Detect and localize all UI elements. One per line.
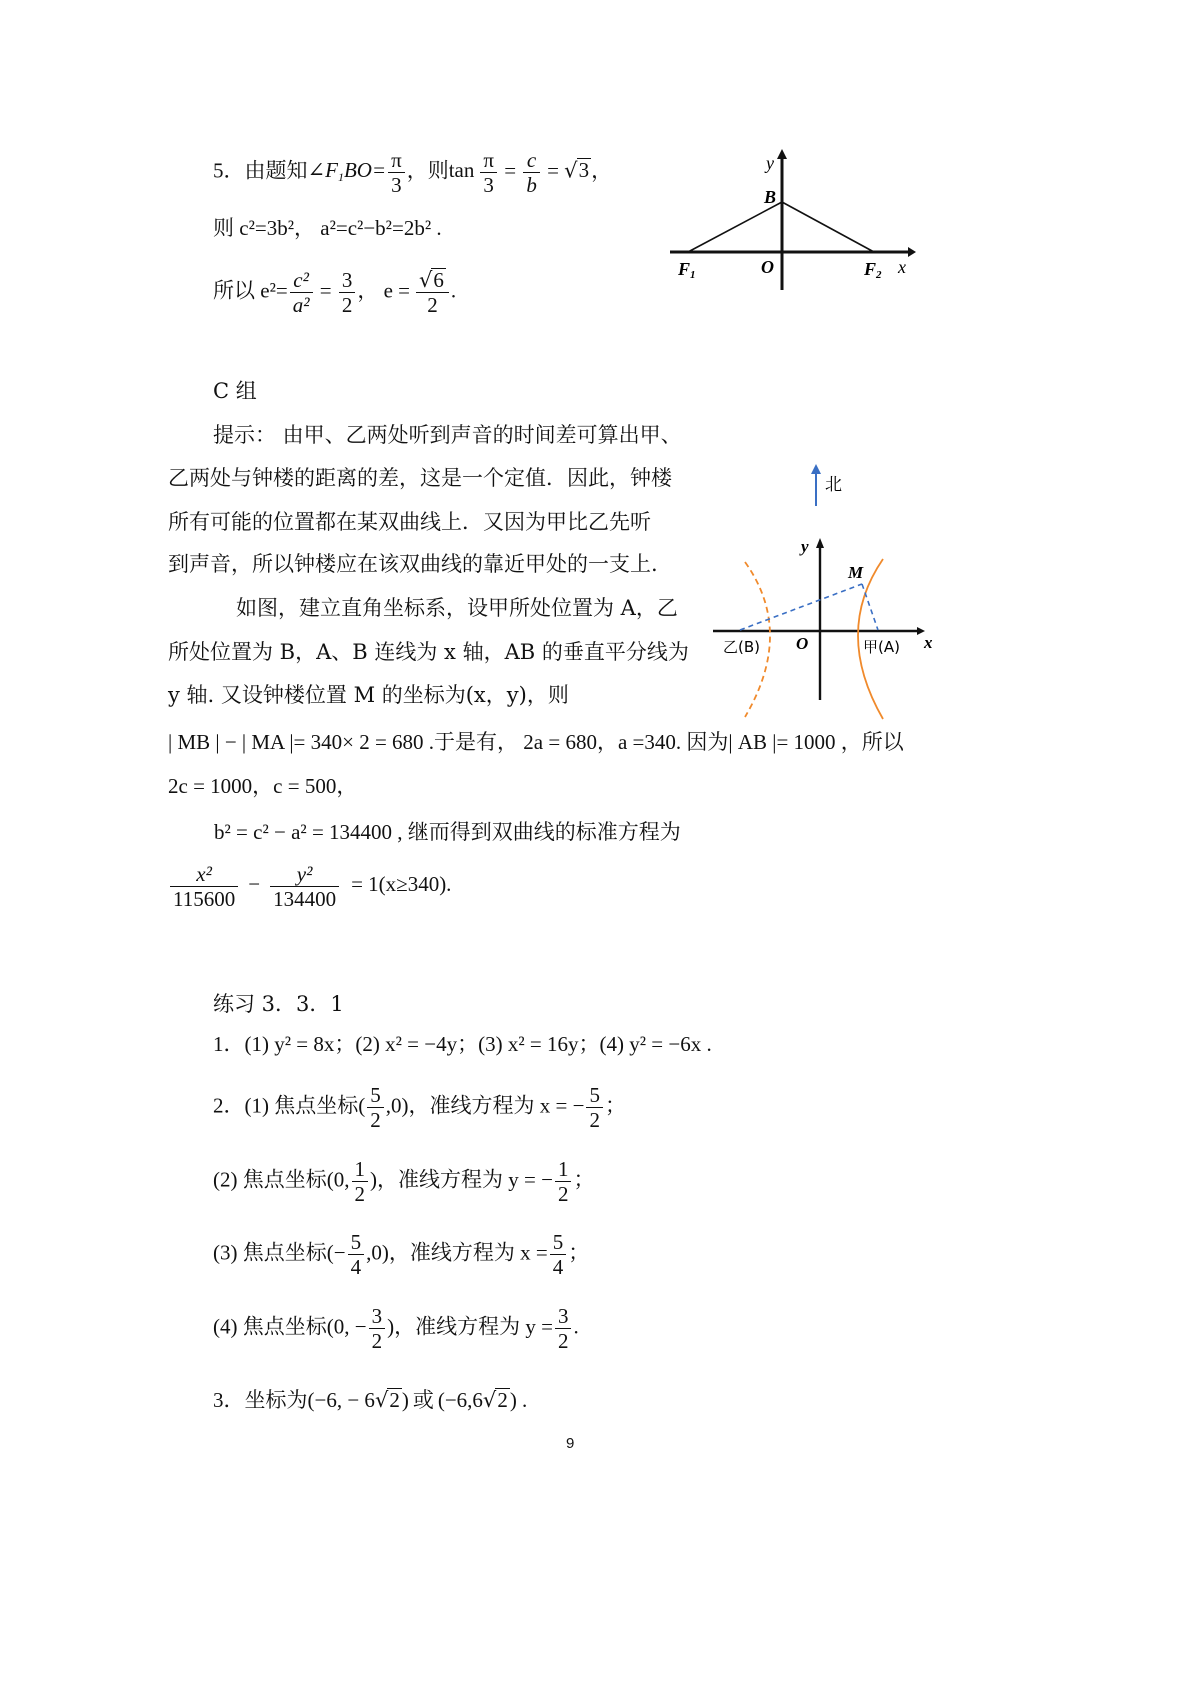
section5-line2: 则 c²=3b²， a²=c²−b²=2b² . bbox=[213, 216, 442, 240]
groupC-para2-line2: 所处位置为 B，A、B 连线为 x 轴，AB 的垂直平分线为 bbox=[168, 640, 689, 664]
label-B: B bbox=[764, 187, 777, 207]
label-x: x bbox=[898, 257, 906, 277]
label-y: y bbox=[801, 537, 809, 556]
figure-hyperbola bbox=[705, 462, 945, 724]
segment-B-M bbox=[740, 584, 862, 630]
label-x: x bbox=[924, 633, 933, 652]
section5-line1: 5．由题知$\angle F_1BO=$ $\frac{\pi}{3}$ ，则tan $\frac{\pi}{3}$ = $\frac{c}{b}$ = √3， bbox=[213, 148, 613, 197]
label-F2: F2 bbox=[864, 259, 882, 281]
label-jia-A: 甲(A) bbox=[863, 638, 900, 656]
label-O: O bbox=[761, 257, 774, 277]
fraction-pi-over-3: $\frac{\pi}{3}$ bbox=[388, 148, 405, 197]
groupC-eq2: 2c = 1000，c = 500， bbox=[168, 774, 358, 798]
label-y: y bbox=[766, 153, 774, 173]
label-O: O bbox=[796, 634, 809, 653]
groupC-heading: C 组 bbox=[213, 379, 257, 403]
angle-label: $\angle F_1BO=$ bbox=[307, 158, 387, 185]
groupC-hint-line1: 提示： 由甲、乙两处听到声音的时间差可算出甲、 bbox=[213, 423, 682, 447]
figure-triangle-axes bbox=[660, 145, 920, 295]
exercise-q1: 1．(1) y² = 8x；(2) x² = −4y；(3) x² = 16y；(4) y² = −6x . bbox=[213, 1032, 712, 1056]
sqrt-3: 3 bbox=[578, 158, 590, 183]
hyperbola-equation: $\frac{\text{x²}}{115600}$ − $\frac{\text{y²}}{134400}$ = 1(x≥340). bbox=[168, 862, 451, 911]
section5-line3: 所以 e²= $\frac{\text{c²}}{\text{a²}}$ = $\frac{3}{2}$ ， e = $\frac{√6}{2}$ . bbox=[213, 268, 457, 317]
fraction-c-over-b: $\frac{c}{b}$ bbox=[523, 148, 540, 197]
sqrt-symbol: √ bbox=[564, 158, 578, 183]
fraction-c2-over-a2: $\frac{\text{c²}}{\text{a²}}$ bbox=[290, 268, 313, 317]
segment-F1-B bbox=[688, 202, 782, 252]
label-yi-B: 乙(B) bbox=[723, 638, 760, 656]
label-F1: F1 bbox=[678, 259, 696, 281]
section5-intro: 5．由题知 bbox=[213, 158, 308, 183]
y-axis-arrow bbox=[816, 538, 824, 548]
tan-text: tan bbox=[448, 158, 475, 183]
then-text: ，则 bbox=[406, 158, 449, 183]
fraction-y2-over-134400: $\frac{\text{y²}}{134400}$ bbox=[270, 862, 339, 911]
exercise-heading: 练习 3．3．1 bbox=[213, 992, 344, 1016]
fraction-3-over-2: $\frac{3}{2}$ bbox=[339, 268, 356, 317]
groupC-hint-line4: 到声音，所以钟楼应在该双曲线的靠近甲处的一支上. bbox=[168, 552, 658, 576]
fraction-pi-over-3b: $\frac{\pi}{3}$ bbox=[480, 148, 497, 197]
exercise-q2-3: (3) 焦点坐标(− $\frac{5}{4}$ ,0)，准线方程为 x = $\frac{5}{4}$ ； bbox=[213, 1230, 590, 1279]
groupC-eq3: b² = c² − a² = 134400 , 继而得到双曲线的标准方程为 bbox=[214, 820, 681, 844]
x-axis-arrow bbox=[908, 247, 916, 257]
north-label: 北 bbox=[825, 475, 842, 495]
segment-B-F2 bbox=[782, 202, 874, 252]
y-axis-arrow bbox=[777, 149, 787, 159]
exercise-q2-4: (4) 焦点坐标(0, − $\frac{3}{2}$ )，准线方程为 y = $\frac{3}{2}$ . bbox=[213, 1304, 579, 1353]
label-M: M bbox=[848, 563, 864, 582]
fraction-sqrt6-over-2: $\frac{√6}{2}$ bbox=[416, 268, 449, 317]
groupC-hint-line3: 所有可能的位置都在某双曲线上．又因为甲比乙先听 bbox=[168, 510, 651, 534]
exercise-q3: 3．坐标为(−6, − 6√2) 或 (−6,6√2) . bbox=[213, 1388, 528, 1412]
groupC-para2-line3: y 轴. 又设钟楼位置 M 的坐标为(x，y)，则 bbox=[168, 683, 569, 707]
segment-M-A bbox=[862, 584, 878, 630]
north-arrow-head bbox=[811, 464, 821, 474]
groupC-hint-line2: 乙两处与钟楼的距离的差，这是一个定值．因此，钟楼 bbox=[168, 466, 672, 490]
exercise-q2-1: 2．(1) 焦点坐标( $\frac{5}{2}$ ,0)，准线方程为 x = − $\frac{5}{2}$ ； bbox=[213, 1083, 626, 1132]
groupC-para2-line1: 如图，建立直角坐标系，设甲所处位置为 A，乙 bbox=[236, 596, 678, 620]
groupC-eq1: | MB | − | MA |= 340× 2 = 680 .于是有， 2a = 680，a =340. 因为| AB |= 1000 ，所以 bbox=[168, 730, 904, 754]
exercise-q2-2: (2) 焦点坐标(0, $\frac{1}{2}$ )，准线方程为 y = − $\frac{1}{2}$ ； bbox=[213, 1157, 595, 1206]
page-number: 9 bbox=[566, 1435, 575, 1452]
fraction-x2-over-115600: $\frac{\text{x²}}{115600}$ bbox=[170, 862, 238, 911]
